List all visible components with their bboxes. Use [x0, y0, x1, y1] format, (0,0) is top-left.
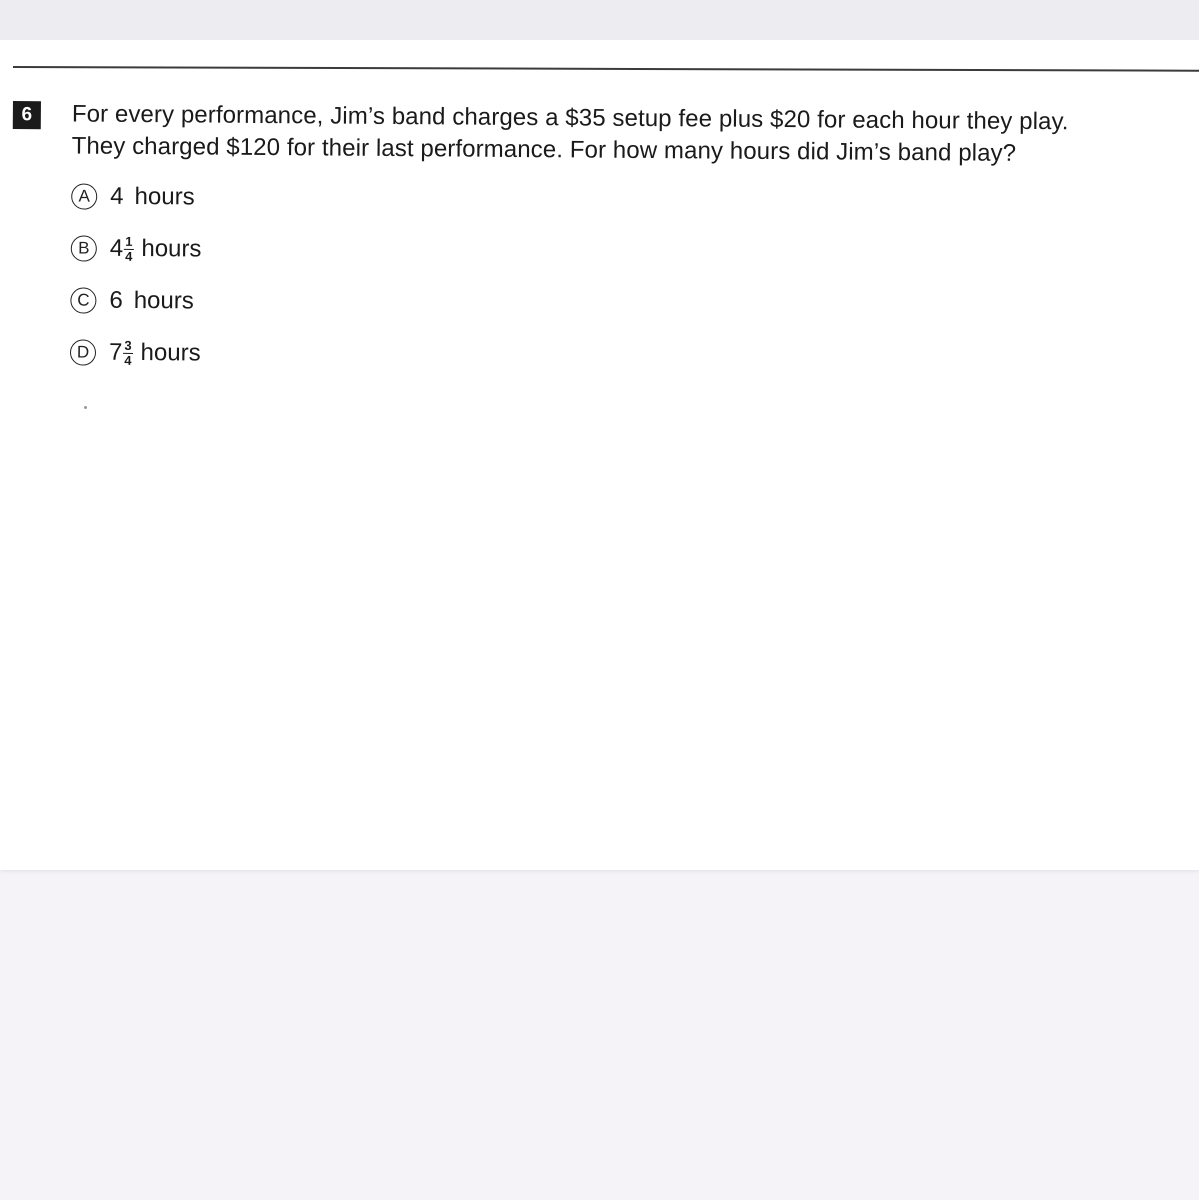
- choice-b-text: [110, 235, 202, 264]
- choice-d[interactable]: [70, 336, 201, 369]
- choice-c-text: [109, 287, 194, 316]
- choice-c-bubble[interactable]: C: [70, 287, 96, 313]
- choice-d-bubble[interactable]: D: [70, 339, 96, 365]
- scan-speck: [84, 406, 87, 409]
- question-number: 6: [13, 101, 41, 129]
- choice-unit: hours: [134, 182, 195, 211]
- question-stem: [71, 98, 1191, 171]
- question-stem-line: For every performance, Jim’s band charges a $35 setup fee plus $20 for each hour they play.: [71, 100, 1069, 136]
- choice-unit: hours: [141, 235, 202, 263]
- choice-fraction: [124, 235, 133, 262]
- question-stem-line: They charged $120 for their last performance. For how many hours did Jim’s band play?: [71, 132, 1017, 167]
- choice-whole-number: 6: [109, 286, 123, 314]
- choice-whole-number: 7: [108, 338, 123, 366]
- choice-b-bubble[interactable]: B: [71, 235, 97, 261]
- choice-b[interactable]: [71, 232, 202, 265]
- choice-a-bubble[interactable]: A: [71, 183, 97, 209]
- fraction-numerator: 1: [125, 233, 133, 249]
- choice-whole-number: 4: [109, 234, 124, 262]
- choice-whole-number: 4: [110, 182, 124, 210]
- fraction-denominator: 4: [124, 352, 132, 368]
- choice-a[interactable]: [71, 180, 195, 213]
- background-band: [0, 0, 1199, 44]
- choice-fraction: [123, 339, 132, 366]
- choice-a-text: [110, 183, 195, 212]
- choice-d-text: [109, 339, 201, 368]
- fraction-denominator: 4: [125, 248, 133, 264]
- choice-unit: hours: [133, 286, 194, 315]
- choice-c[interactable]: [70, 284, 194, 317]
- choice-unit: hours: [140, 339, 201, 367]
- fraction-numerator: 3: [124, 337, 132, 353]
